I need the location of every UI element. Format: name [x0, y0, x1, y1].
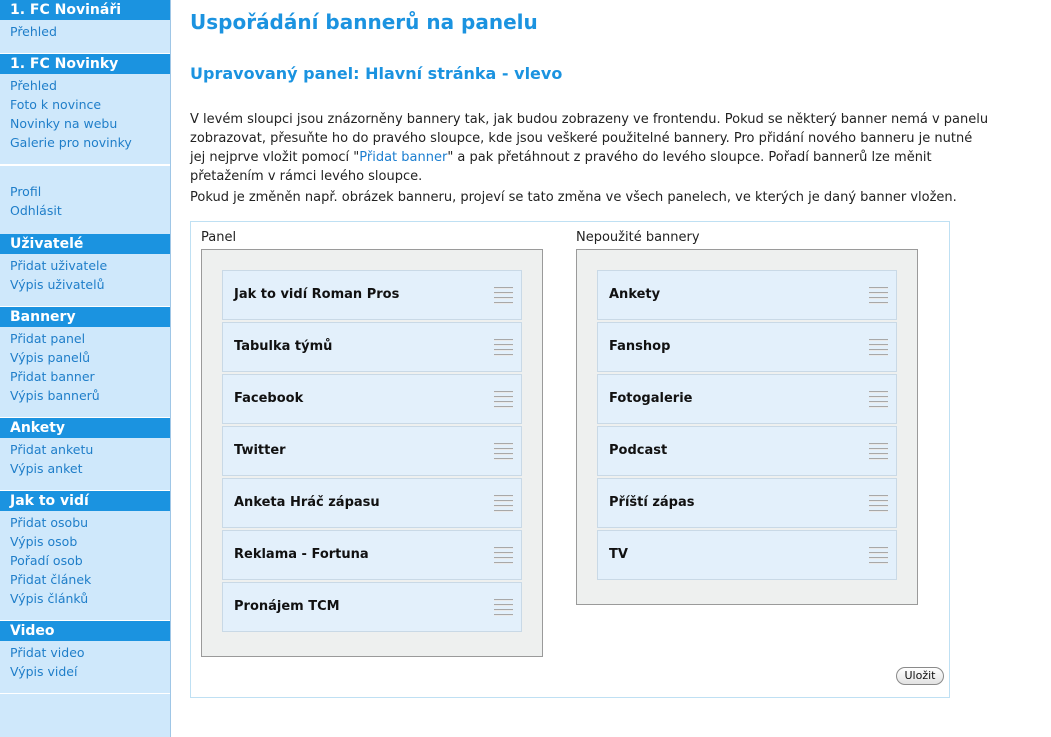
drag-handle-line: [494, 339, 513, 341]
drag-handle-line: [869, 391, 888, 393]
banner-label: Reklama - Fortuna: [234, 547, 369, 562]
banner-label: Twitter: [234, 443, 286, 458]
sidebar-link[interactable]: Přidat článek: [10, 572, 92, 587]
drag-handle-line: [494, 562, 513, 564]
sidebar-link[interactable]: Přidat video: [10, 645, 85, 660]
sidebar-section-items: [0, 327, 170, 405]
drag-handle-line: [494, 614, 513, 616]
add-banner-link[interactable]: Přidat banner: [359, 150, 448, 165]
sidebar-section-items: [0, 511, 170, 608]
sidebar-section: [0, 166, 170, 220]
drag-handle-line: [869, 453, 888, 455]
sidebar-section: [0, 621, 170, 681]
drag-handle-icon[interactable]: [869, 495, 888, 511]
drag-handle-line: [494, 453, 513, 455]
panel-banner-item[interactable]: [222, 530, 522, 580]
sidebar-section-title: Bannery: [0, 307, 170, 327]
instructions-text-start: V levém sloupci jsou znázorněny bannery tak, jak budou zobrazeny ve frontendu. Pokud se některý banner nemá v panelu zobrazovat, přesuňte ho do pravého sloupce, kde jsou veškeré použitelné bannery. Pro přidání nového banneru je nutné jej nejprve vložit pomocí ": [190, 112, 989, 165]
drag-handle-icon[interactable]: [494, 599, 513, 615]
sidebar-section-items: [0, 438, 170, 478]
drag-handle-line: [494, 287, 513, 289]
drag-handle-line: [869, 406, 888, 408]
sidebar-link[interactable]: Přidat osobu: [10, 515, 89, 530]
sidebar-separator: [0, 693, 170, 694]
sidebar-section: [0, 418, 170, 478]
panel-banner-item[interactable]: [222, 582, 522, 632]
sidebar-link[interactable]: Přidat anketu: [10, 442, 94, 457]
sidebar-link[interactable]: Profil: [10, 184, 42, 199]
unused-banner-item[interactable]: [597, 322, 897, 372]
drag-handle-line: [494, 547, 513, 549]
banner-label: Anketa Hráč zápasu: [234, 495, 380, 510]
drag-handle-line: [869, 510, 888, 512]
drag-handle-line: [869, 448, 888, 450]
sidebar-link[interactable]: Přidat uživatele: [10, 258, 108, 273]
sidebar-link[interactable]: Přidat panel: [10, 331, 86, 346]
unused-banner-item[interactable]: [597, 530, 897, 580]
panel-column-title: Panel: [201, 230, 237, 245]
sidebar-section-items: [0, 180, 170, 220]
panel-banner-item[interactable]: [222, 478, 522, 528]
drag-handle-line: [869, 562, 888, 564]
unused-banner-item[interactable]: [597, 426, 897, 476]
drag-handle-line: [494, 609, 513, 611]
drag-handle-line: [494, 349, 513, 351]
drag-handle-line: [869, 339, 888, 341]
sidebar-link[interactable]: Pořadí osob: [10, 553, 83, 568]
sidebar-link[interactable]: Odhlásit: [10, 203, 62, 218]
banner-label: Fanshop: [609, 339, 671, 354]
unused-banner-item[interactable]: [597, 374, 897, 424]
drag-handle-line: [869, 401, 888, 403]
drag-handle-line: [869, 552, 888, 554]
drag-handle-line: [494, 401, 513, 403]
drag-handle-line: [494, 505, 513, 507]
drag-handle-icon[interactable]: [494, 547, 513, 563]
drag-handle-line: [494, 344, 513, 346]
drag-handle-icon[interactable]: [494, 443, 513, 459]
drag-handle-line: [869, 505, 888, 507]
drag-handle-line: [869, 500, 888, 502]
instructions-text-end: " a pak přetáhnout z pravého do levého sloupce. Pořadí bannerů lze měnit přetažením v rámci levého sloupce.: [190, 150, 932, 184]
sidebar-link[interactable]: Přidat banner: [10, 369, 95, 384]
drag-handle-icon[interactable]: [494, 287, 513, 303]
unused-banner-item[interactable]: [597, 478, 897, 528]
drag-handle-line: [494, 448, 513, 450]
banner-label: Ankety: [609, 287, 661, 302]
sidebar-section-title: Jak to vidí: [0, 491, 170, 511]
drag-handle-line: [869, 292, 888, 294]
banner-label: Podcast: [609, 443, 668, 458]
drag-handle-icon[interactable]: [494, 391, 513, 407]
sidebar-section-items: [0, 74, 170, 152]
panel-column[interactable]: [201, 249, 543, 657]
drag-handle-line: [869, 297, 888, 299]
drag-handle-line: [869, 344, 888, 346]
panel-banner-item[interactable]: [222, 374, 522, 424]
sidebar: [0, 0, 171, 737]
banner-arrangement-form: [190, 221, 950, 698]
drag-handle-icon[interactable]: [869, 391, 888, 407]
drag-handle-icon[interactable]: [494, 339, 513, 355]
drag-handle-line: [869, 349, 888, 351]
drag-handle-line: [869, 443, 888, 445]
sidebar-section-title: 1. FC Novinky: [0, 54, 170, 74]
sidebar-section: [0, 307, 170, 405]
banner-label: Tabulka týmů: [234, 339, 333, 354]
drag-handle-icon[interactable]: [869, 443, 888, 459]
drag-handle-line: [869, 547, 888, 549]
drag-handle-line: [494, 552, 513, 554]
drag-handle-line: [494, 557, 513, 559]
drag-handle-line: [494, 495, 513, 497]
unused-banner-item[interactable]: [597, 270, 897, 320]
sidebar-link[interactable]: Galerie pro novinky: [10, 135, 132, 150]
sidebar-link[interactable]: Přehled: [10, 78, 57, 93]
sidebar-section-items: [0, 254, 170, 294]
drag-handle-icon[interactable]: [494, 495, 513, 511]
drag-handle-line: [494, 396, 513, 398]
sidebar-section-title: 1. FC Novináři: [0, 0, 170, 20]
drag-handle-line: [494, 510, 513, 512]
unused-banners-column[interactable]: [576, 249, 918, 605]
sidebar-link[interactable]: Foto k novince: [10, 97, 102, 112]
banner-label: TV: [609, 547, 628, 562]
page-title: Uspořádání bannerů na panelu: [190, 10, 538, 34]
drag-handle-line: [869, 396, 888, 398]
drag-handle-line: [869, 287, 888, 289]
drag-handle-line: [494, 406, 513, 408]
drag-handle-icon[interactable]: [869, 547, 888, 563]
drag-handle-line: [869, 557, 888, 559]
drag-handle-line: [869, 354, 888, 356]
drag-handle-line: [869, 495, 888, 497]
sidebar-section: [0, 491, 170, 608]
banner-label: Příští zápas: [609, 495, 695, 510]
sidebar-section-title: Ankety: [0, 418, 170, 438]
sidebar-section: [0, 54, 170, 152]
sidebar-link[interactable]: Výpis uživatelů: [10, 277, 105, 292]
sidebar-section: [0, 234, 170, 294]
drag-handle-line: [494, 354, 513, 356]
banner-label: Facebook: [234, 391, 304, 406]
sidebar-link[interactable]: Výpis osob: [10, 534, 78, 549]
drag-handle-line: [869, 302, 888, 304]
sidebar-link[interactable]: Výpis článků: [10, 591, 89, 606]
sidebar-link[interactable]: Novinky na webu: [10, 116, 118, 131]
banner-label: Jak to vidí Roman Pros: [234, 287, 400, 302]
banner-label: Fotogalerie: [609, 391, 693, 406]
sidebar-section-items: [0, 641, 170, 681]
save-button[interactable]: Uložit: [896, 667, 944, 685]
drag-handle-line: [494, 302, 513, 304]
drag-handle-icon[interactable]: [869, 339, 888, 355]
sidebar-spacer: [0, 166, 170, 180]
unused-column-title: Nepoužité bannery: [576, 230, 700, 245]
sidebar-link[interactable]: Výpis videí: [10, 664, 78, 679]
panel-banner-item[interactable]: [222, 270, 522, 320]
sidebar-section-title: Video: [0, 621, 170, 641]
note-paragraph: Pokud je změněn např. obrázek banneru, projeví se tato změna ve všech panelech, ve kterých je daný banner vložen.: [190, 190, 957, 205]
instructions-paragraph: [190, 110, 990, 186]
sidebar-section-items: [0, 20, 170, 41]
panel-subtitle: Upravovaný panel: Hlavní stránka - vlevo: [190, 64, 563, 83]
sidebar-section-title: Uživatelé: [0, 234, 170, 254]
panel-banner-item[interactable]: [222, 322, 522, 372]
sidebar-link[interactable]: Přehled: [10, 24, 57, 39]
sidebar-link[interactable]: Výpis bannerů: [10, 388, 100, 403]
drag-handle-line: [494, 599, 513, 601]
drag-handle-line: [494, 391, 513, 393]
drag-handle-line: [494, 500, 513, 502]
drag-handle-line: [869, 458, 888, 460]
sidebar-link[interactable]: Výpis panelů: [10, 350, 91, 365]
sidebar-section: [0, 0, 170, 41]
drag-handle-icon[interactable]: [869, 287, 888, 303]
drag-handle-line: [494, 458, 513, 460]
drag-handle-line: [494, 443, 513, 445]
drag-handle-line: [494, 297, 513, 299]
panel-banner-item[interactable]: [222, 426, 522, 476]
sidebar-link[interactable]: Výpis anket: [10, 461, 83, 476]
drag-handle-line: [494, 604, 513, 606]
banner-label: Pronájem TCM: [234, 599, 340, 614]
drag-handle-line: [494, 292, 513, 294]
